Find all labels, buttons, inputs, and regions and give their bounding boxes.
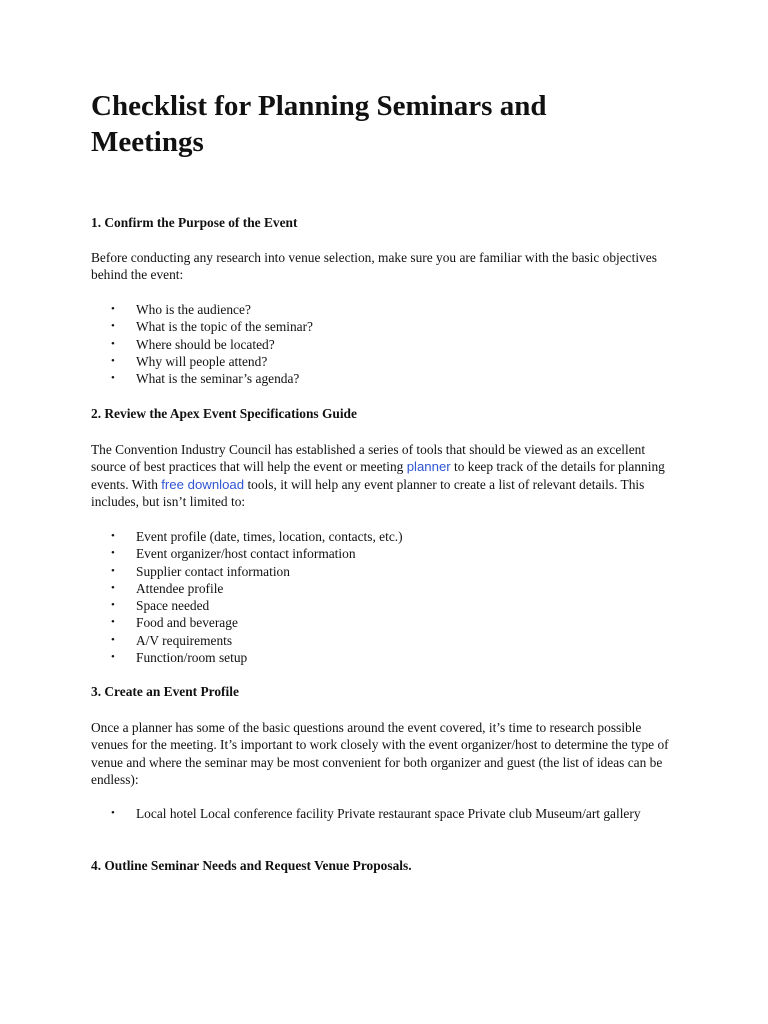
bullet-icon: • bbox=[111, 564, 115, 577]
section-1-heading: 1. Confirm the Purpose of the Event bbox=[91, 215, 298, 230]
list-item: • Space needed bbox=[111, 598, 210, 614]
section-2-paragraph: The Convention Industry Council has established a series of tools that should be viewed as an excellent source of best practices that will help the event or meeting planner to keep track of the details for planning events. With free download tools, it will help any event planner to create a list of relevant details. This includes, but isn’t limited to: bbox=[91, 442, 665, 509]
bullet-icon: • bbox=[111, 530, 115, 542]
section-3-heading: 3. Create an Event Profile bbox=[91, 684, 239, 699]
section-2-heading: 2. Review the Apex Event Specifications Guide bbox=[91, 406, 357, 421]
section-3-list bbox=[91, 805, 681, 822]
list-item: • Where should be located? bbox=[111, 336, 275, 352]
list-item: • Why will people attend? bbox=[111, 353, 268, 369]
list-item: • What is the seminar’s agenda? bbox=[111, 371, 300, 387]
list-item: • A/V requirements bbox=[111, 632, 233, 648]
free-download-link[interactable]: free download bbox=[161, 476, 245, 492]
bullet-icon: • bbox=[111, 616, 115, 629]
section-1-paragraph: Before conducting any research into venue selection, make sure you are familiar with the basic objectives behind the event: bbox=[91, 250, 657, 283]
planner-link[interactable]: planner bbox=[406, 459, 451, 475]
bullet-icon: • bbox=[111, 337, 115, 350]
list-item: • What is the topic of the seminar? bbox=[111, 319, 313, 335]
list-item: • Food and beverage bbox=[111, 615, 238, 631]
section-4-heading: 4. Outline Seminar Needs and Request Venue Proposals. bbox=[91, 858, 412, 873]
list-item: • Local hotel Local conference facility Private restaurant space Private club Museum/art gallery bbox=[111, 806, 641, 821]
bullet-icon: • bbox=[111, 320, 115, 333]
list-item: • Who is the audience? bbox=[111, 302, 251, 317]
bullet-icon: • bbox=[111, 354, 115, 367]
bullet-icon: • bbox=[111, 599, 115, 612]
list-item: • Function/room setup bbox=[111, 650, 248, 666]
section-3-paragraph: Once a planner has some of the basic questions around the event covered, it’s time to research possible venues for the meeting. It’s important to work closely with the event organizer/host to determine the type of venue and where the seminar may be most convenient for both organizer and guest (the list of ideas can be endless): bbox=[91, 720, 669, 787]
bullet-icon: • bbox=[111, 581, 115, 594]
list-item: • Event profile (date, times, location, contacts, etc.) bbox=[111, 529, 403, 544]
section-2-list bbox=[91, 528, 681, 666]
bullet-icon: • bbox=[111, 633, 115, 646]
bullet-icon: • bbox=[111, 372, 115, 385]
list-item: • Attendee profile bbox=[111, 580, 224, 596]
list-item: • Supplier contact information bbox=[111, 563, 290, 579]
section-1-list bbox=[91, 301, 681, 387]
list-item: • Event organizer/host contact information bbox=[111, 546, 356, 562]
bullet-icon: • bbox=[111, 303, 115, 315]
bullet-icon: • bbox=[111, 547, 115, 560]
bullet-icon: • bbox=[111, 651, 115, 664]
document-title: Checklist for Planning Seminars and Meetings bbox=[91, 90, 547, 158]
bullet-icon: • bbox=[111, 807, 115, 819]
